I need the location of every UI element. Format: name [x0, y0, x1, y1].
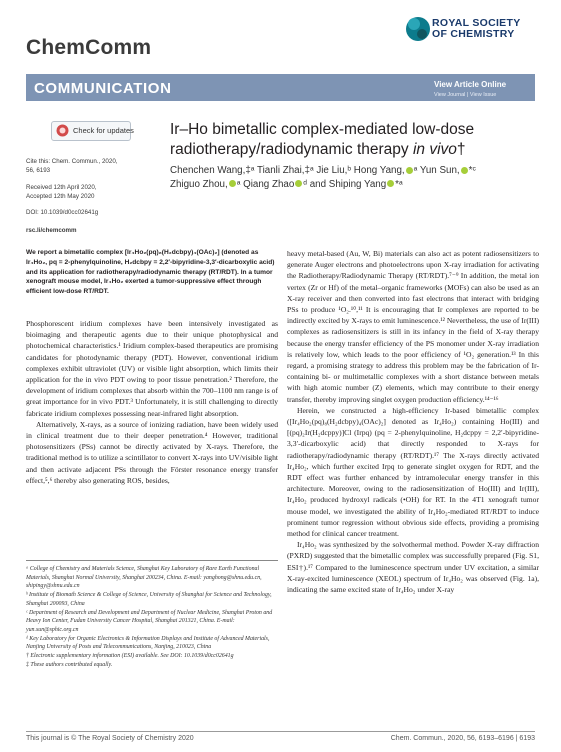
- section-title: COMMUNICATION: [34, 80, 172, 97]
- authors-line-1b: ᵃ Yun Sun,: [413, 165, 460, 176]
- authors-line-2c: ᵈ and Shiping Yang: [303, 178, 387, 190]
- publisher-name: [432, 18, 521, 40]
- check-updates-label: Check for updates: [73, 126, 134, 135]
- body-right-column: [287, 248, 539, 595]
- footer-copyright: This journal is © The Royal Society of Chemistry 2020: [26, 735, 194, 742]
- paragraph: Ir₄Ho₂ was synthesized by the solvothermal method. Powder X-ray diffraction (PXRD) suggested that the bimetallic complex was successfully prepared (Fig. S1, ESI†).¹⁷ Compared to the luminescence spectrum under UV excitation, a similar X-ray-excited luminescence (XEOL) spectrum of Ir₄Ho₂ was observed (Fig. 1a), indicating the same excited state of Ir₄Ho₂ under X-ray: [287, 540, 539, 595]
- paragraph: Phosphorescent iridium complexes have been intensively investigated as bioimaging and therapeutic agents due to their unique photophysical and photochemical characteristics.¹ Iridium complex-based therapeutics are promising candidates for photodynamic therapy (PDT). However, conventional iridium complexes exhibit ultraviolet (UV) or visible light absorption, which limits their application for the in vivo PDT owing to poor tissue penetration.² Therefore, the development of iridium complexes that absorb within the 700–1100 nm range is of great importance for in vivo PDT.³ Unfortunately, it is still challenging to directly fabricate iridium complexes possessing near-infrared light absorption.: [26, 319, 278, 418]
- footnote: ᵃ College of Chemistry and Materials Science, Shanghai Key Laboratory of Rare Earth Functional Materials, Shanghai Normal University, Shanghai 200234, China. E-mail: yanghong@shnu.edu.cn, shipingy@shnu.edu.cn: [26, 566, 262, 590]
- doi[interactable]: DOI: 10.1039/d0cc02641g: [26, 209, 99, 216]
- article-title: [170, 120, 500, 159]
- footnote: ᵇ Institute of Biomath Science & College of Science, University of Shanghai for Science and Technology, Shanghai 200093, China: [26, 592, 272, 607]
- orcid-icon[interactable]: [229, 180, 236, 187]
- footnote: † Electronic supplementary information (ESI) available. See DOI: 10.1039/d0cc02641g: [26, 653, 234, 660]
- cite-line-1: Cite this: Chem. Commun., 2020,: [26, 158, 118, 165]
- body-left-column: [26, 318, 278, 486]
- footnotes: [26, 565, 278, 669]
- view-online-link[interactable]: View Article Online: [434, 80, 507, 89]
- footnote: ᶜ Department of Research and Development and Department of Nuclear Medicine, Shanghai Proton and Heavy Ion Center, Fudan University Cancer Hospital, Shanghai 201321, China. E-mail: yun.sun@sphic.org.cn: [26, 609, 273, 633]
- title-emphasis: in vivo: [412, 140, 457, 158]
- authors-line-2d: *ᵃ: [395, 178, 403, 190]
- publisher-line-2: OF CHEMISTRY: [432, 28, 515, 40]
- abstract: We report a bimetallic complex [Ir₄Ho₂(pq)₈(H₂dcbpy)₄(OAc)₂] (denoted as Ir₄Ho₂, pq = 2-phenylquinoline, H₂dcbpy = 2,2′-bipyridine-3,3′-dicarboxylic acid) and its application for radiotherapy/radiodynamic therapy (RT/RDT). In a tumor xenograft mouse model, Ir₄Ho₂ exerted a tumor-suppressive effect through efficient low-dose RT/RDT.: [26, 249, 275, 296]
- footer-citation: Chem. Commun., 2020, 56, 6193–6196 | 6193: [390, 735, 535, 742]
- refresh-badge-icon: [56, 124, 69, 137]
- footnote-divider: [26, 560, 278, 561]
- title-line-1: Ir–Ho bimetallic complex-mediated low-dose: [170, 121, 475, 138]
- journal-url[interactable]: rsc.li/chemcomm: [26, 227, 77, 234]
- paragraph: Herein, we constructed a high-efficiency Ir-based bimetallic complex ([Ir₄Ho₂(pq)₈(H₂dcbpy)₄(OAc)₂] denoted as Ir₄Ho₂) containing Ho(III) and [(pq)₂Ir(H₂dcppy)]Cl (Irpq) (pq = 2-phenylquinoline, H₂dcppy = 2,2′-bipyridine-3,3′-dicarboxylic acid) that directly responded to X-rays for radiotherapy/radiodynamic therapy (RT/RDT).¹⁷ The X-rays directly activated Ir₄Ho₂, which further excited Irpq to generate singlet oxygen for RDT, and the RDT effect was further enhanced by intramolecular energy transfer in this architecture. Moreover, owing to the radiosensitization of Ho(III) and Ir(III), Ir₄Ho₂ produced hydroxyl radicals (•OH) for RT. In the 4T1 xenograft tumor mouse model, we investigated the ability of Ir₄Ho₂-mediated RT/RDT to induce prominent tumor regression without obvious side effects, providing a promising method for clinical cancer treatment.: [287, 405, 539, 539]
- dates-block: [26, 184, 146, 201]
- view-journal-links[interactable]: View Journal | View Issue: [434, 92, 497, 98]
- footnote: ᵈ Key Laboratory for Organic Electronics & Information Displays and Institute of Advanced Materials, Nanjing University of Posts and Telecommunications, Nanjing, 210023, China: [26, 635, 270, 651]
- footer-divider: [26, 731, 535, 732]
- received-date: Received 12th April 2020,: [26, 184, 97, 191]
- paragraph: Alternatively, X-rays, as a source of ionizing radiation, have been widely used in clinical treatment due to their deeper penetration.⁴ However, traditional photosensitizers (PSs) cannot be directly activated by X-rays. Therefore, the traditional method is to utilize a scintillator to convert X-rays into UV/visible light and then activate adjacent PSs through the Förster resonance energy transfer effect,⁵,⁶ thereby also generating ROS, besides,: [26, 419, 278, 485]
- rsc-logo-icon: [404, 12, 432, 46]
- orcid-icon[interactable]: [387, 180, 394, 187]
- orcid-icon[interactable]: [461, 167, 468, 174]
- authors-line-2b: ᵃ Qiang Zhao: [236, 178, 295, 190]
- paragraph: heavy metal-based (Au, W, Bi) materials can also act as potent radiosensitizers to generate Auger electrons and photoelectrons upon X-ray irradiation for activating the Radiotherapy/Radiodynamic Therapy (RT/RDT).⁷⁻⁹ In addition, the metal ion vertex (Zr or Hf) of the metal–organic frameworks (MOFs) can also be used as an X-ray receiver and then converted into fast electrons that interact with bridging PSs to produce ¹O₂.¹⁰,¹¹ It is encouraging that Ir complexes are reported to be indirectly excited by X-rays to emit luminescence.¹² Nevertheless, the use of Ir(III) complexes as radiosensitizers is still in its infancy in the field of X-ray therapy because the energy transfer efficiency of the PS monomer under X-ray irradiation is relatively low, which leads to the poor efficiency of ¹O₂ generation.¹³ In this regard, a promising strategy to address this problem may be the fabrication of Ir-containing bi- or multimetallic complexes with a short distance between metals with high atomic number (Z) elements, which may contribute to their energy transfer, thereby improving singlet oxygen production efficiency.¹⁴⁻¹⁶: [287, 249, 539, 404]
- orcid-icon[interactable]: [295, 180, 302, 187]
- authors-line-1c: *ᶜ: [468, 165, 476, 176]
- title-dagger: †: [456, 140, 466, 158]
- cite-line-2: 56, 6193: [26, 166, 51, 174]
- publisher-line-1: ROYAL SOCIETY: [432, 17, 521, 29]
- orcid-icon[interactable]: [406, 167, 413, 174]
- citation-block: [26, 158, 146, 175]
- authors-line-2: Zhiguo Zhou,: [170, 178, 228, 190]
- footnote: ‡ These authors contributed equally.: [26, 661, 113, 668]
- journal-name: ChemComm: [26, 36, 152, 59]
- title-line-2: radiotherapy/radiodynamic therapy: [170, 140, 413, 158]
- authors-line-1: Chenchen Wang,‡ᵃ Tianli Zhai,‡ᵃ Jie Liu,ᵇ Hong Yang,: [170, 165, 405, 176]
- accepted-date: Accepted 12th May 2020: [26, 192, 95, 200]
- author-list: [170, 164, 540, 191]
